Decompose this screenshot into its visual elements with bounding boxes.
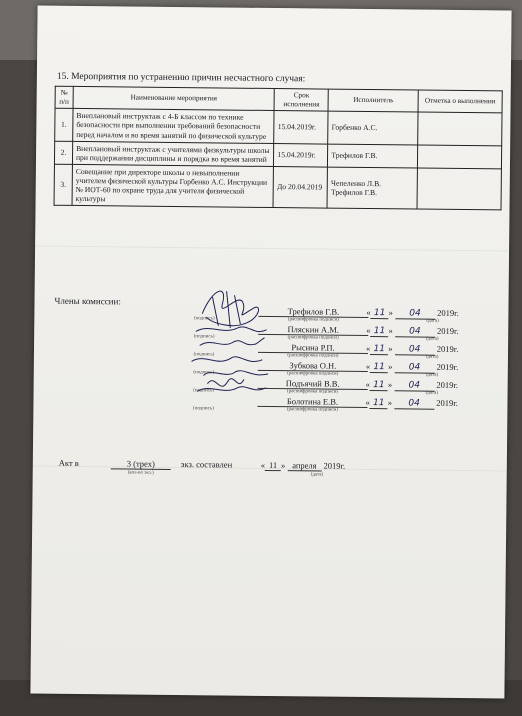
cell-measure: Совещание при директоре школы о невыполнении учителем физической культуры Горбенко А.С. Инструкции № ИОТ-60 по охране труда для учителя физической культуры <box>72 164 274 208</box>
signature-caption: (подпись) <box>193 352 215 358</box>
commission-label: Члены комиссии: <box>54 295 121 307</box>
member-name: Зубкова О.Н. <box>258 360 368 372</box>
act-date-caption: (дата) <box>310 472 324 478</box>
member-day: 11 <box>373 344 386 355</box>
act-label: Акт в <box>58 457 79 468</box>
member-day: 11 <box>373 380 385 391</box>
col-header-completion: Отметка о выполнении <box>418 90 502 113</box>
date-caption: (дата) <box>425 354 439 360</box>
cell-num: 1. <box>55 109 73 142</box>
member-month: 04 <box>408 398 420 409</box>
measures-table <box>54 86 503 211</box>
signature-caption: (подпись) <box>193 370 215 376</box>
cell-deadline: До 20.04.2019 <box>273 166 327 208</box>
name-caption: (расшифровка подписи) <box>286 407 338 413</box>
member-month: 04 <box>408 344 421 355</box>
member-name: Подъячий В.В. <box>258 378 368 390</box>
table-row <box>55 109 502 146</box>
act-copies-count: 3 (трех) <box>111 458 171 470</box>
act-made-text: экз. составлен <box>180 459 233 470</box>
member-date: « 11 » 04 2019г. <box>366 324 459 337</box>
member-date: « 11 » 04 2019г. <box>365 360 459 373</box>
member-year: 2019г. <box>437 307 459 318</box>
date-caption: (дата) <box>426 318 439 324</box>
member-month: 04 <box>408 380 421 391</box>
member-month: 04 <box>409 308 421 319</box>
member-date: « 11 » 04 2019г. <box>365 342 459 355</box>
act-year: 2019г. <box>323 460 346 471</box>
paper-crease <box>35 246 509 252</box>
member-name: Пляскин А.М. <box>258 324 368 336</box>
cell-executor: Горбенко А.С. <box>328 111 418 144</box>
commission-member <box>33 394 507 419</box>
signature-caption: (подпись) <box>193 334 215 340</box>
member-name: Болотина Е.В. <box>257 396 367 408</box>
member-year: 2019г. <box>436 397 458 408</box>
member-day: 11 <box>373 326 386 337</box>
member-year: 2019г. <box>436 343 459 354</box>
name-caption: (расшифровка подписи) <box>287 389 339 395</box>
member-year: 2019г. <box>436 361 459 372</box>
cell-measure: Внеплановый инструктаж с учителями физкультуры школы при поддержании дисциплины и порядка во время занятий <box>72 141 274 166</box>
member-year: 2019г. <box>436 325 459 336</box>
cell-executor: Чепеленко Л.В. Трефилов Г.В. <box>327 167 417 209</box>
member-date: « 11 » 04 2019г. <box>365 378 459 391</box>
member-name: Рысина Р.П. <box>258 342 368 354</box>
col-header-measure: Наименование мероприятия <box>73 86 275 110</box>
document-page <box>30 6 511 699</box>
name-caption: (расшифровка подписи) <box>287 353 339 359</box>
name-caption: (расшифровка подписи) <box>287 317 339 323</box>
cell-completion <box>418 145 502 169</box>
cell-num: 2. <box>54 141 72 164</box>
cell-deadline: 15.04.2019г. <box>274 143 328 167</box>
col-header-num: № п/п <box>55 86 73 108</box>
signature-caption: (подпись) <box>193 316 215 322</box>
act-line <box>33 458 507 489</box>
act-day: 11 <box>265 460 281 471</box>
cell-completion <box>418 112 502 145</box>
name-caption: (расшифровка подписи) <box>287 335 339 341</box>
col-header-deadline: Срок исполнения <box>274 89 328 112</box>
cell-num: 3. <box>54 164 72 206</box>
member-day: 11 <box>373 308 386 319</box>
cell-measure: Внеплановый инструктаж с 4-Б классом по технике безопасности при выполнении требований безопасности перед началом и во время занятий по физической культуре <box>73 109 275 143</box>
member-month: 04 <box>408 362 421 373</box>
date-caption: (дата) <box>426 336 439 342</box>
member-date: « 11 » 04 2019г. <box>366 306 459 319</box>
member-day: 11 <box>373 362 385 373</box>
cell-completion <box>417 168 501 210</box>
member-month: 04 <box>409 326 421 337</box>
member-day: 11 <box>372 398 385 409</box>
name-caption: (расшифровка подписи) <box>287 371 339 377</box>
date-caption: (дата) <box>425 390 439 396</box>
member-name: Трефилов Г.В. <box>258 306 368 318</box>
date-caption: (дата) <box>425 372 439 378</box>
col-header-executor: Исполнитель <box>328 89 418 112</box>
section-title: 15. Мероприятия по устранению причин несчастного случая: <box>56 71 306 85</box>
act-month: апреля <box>287 460 321 471</box>
act-date: « 11 » апреля 2019г. <box>260 459 346 471</box>
member-date: « 11 » 04 2019г. <box>365 396 458 409</box>
signature-caption: (подпись) <box>193 388 214 394</box>
member-year: 2019г. <box>436 379 459 390</box>
cell-executor: Трефилов Г.В. <box>328 144 418 168</box>
table-row <box>54 164 501 210</box>
signature-caption: (подпись) <box>192 406 214 412</box>
act-copies-caption: (кол-во экз.) <box>127 470 154 476</box>
cell-deadline: 15.04.2019г. <box>274 111 328 144</box>
